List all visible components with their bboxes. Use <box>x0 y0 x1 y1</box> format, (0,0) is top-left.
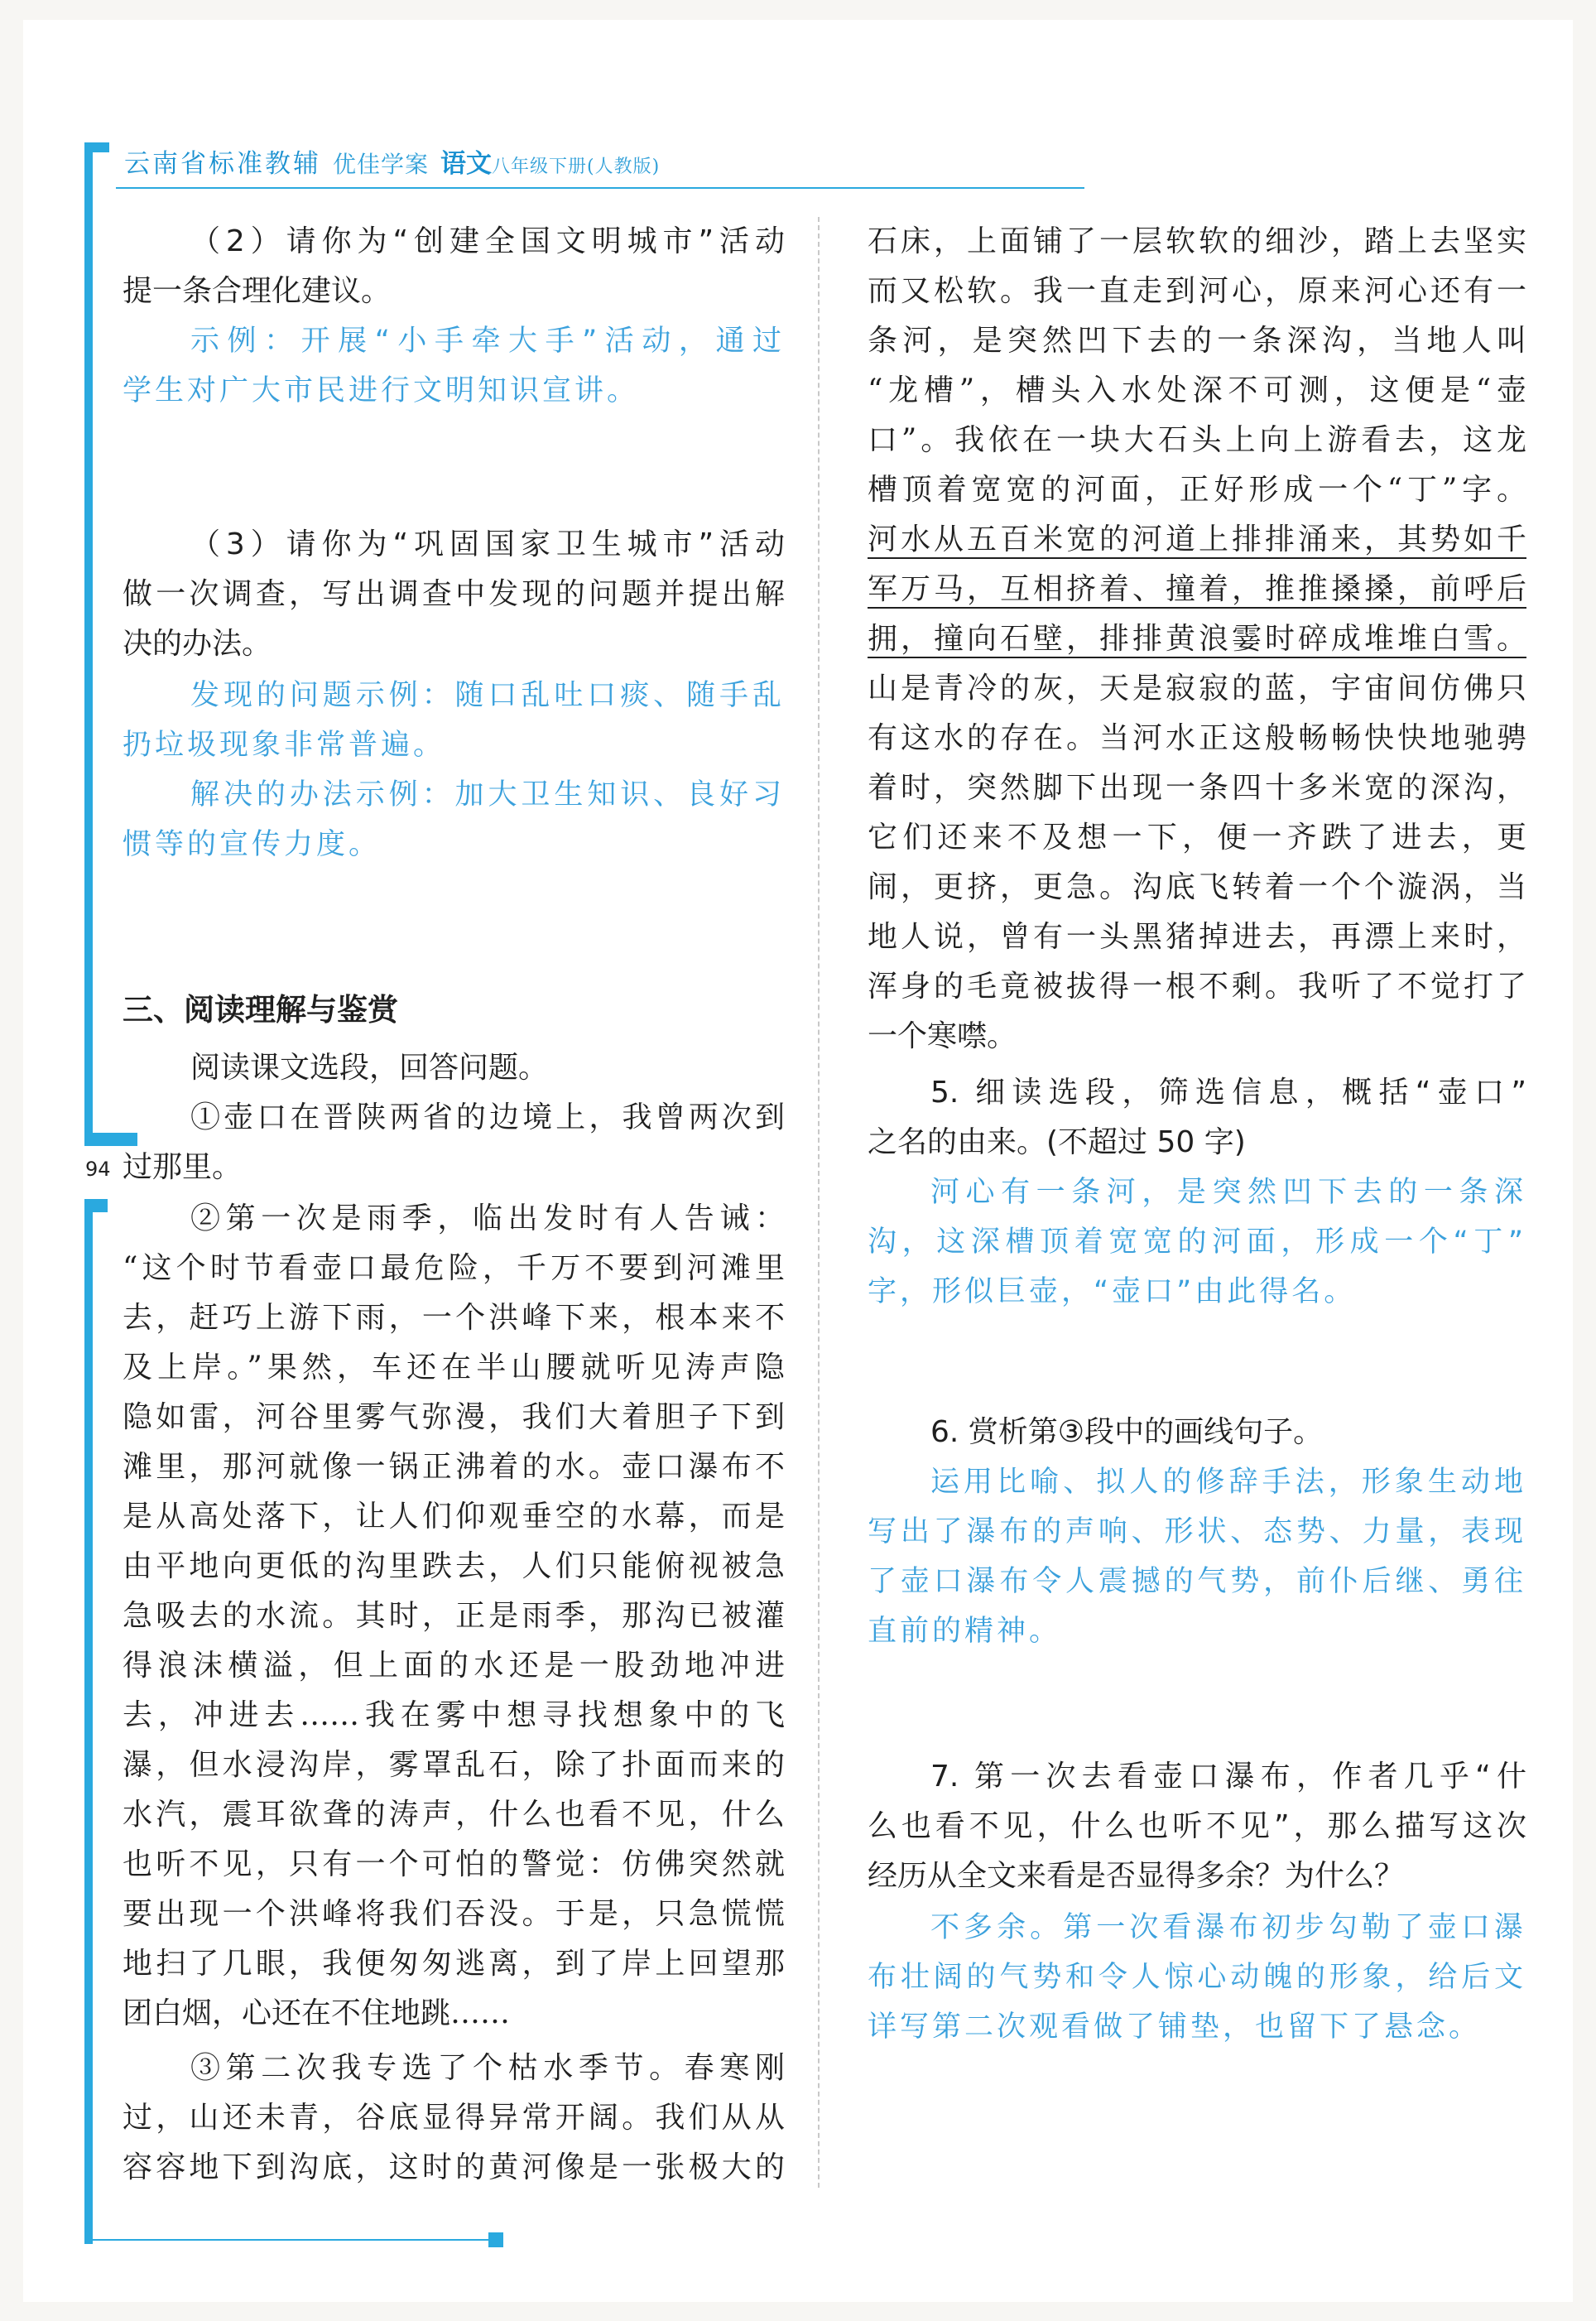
passage-line: 一个寒噤。 <box>868 1019 1017 1053</box>
passage-line: 地扫了几眼，我便匆匆逃离，到了岸上回望那 <box>123 1947 785 1981</box>
passage-line: 条河，是突然凹下去的一条深沟，当地人叫 <box>868 324 1526 358</box>
margin-bar-bottom <box>84 1201 93 2244</box>
answer-5-line: 字，形似巨壶，“壶口”由此得名。 <box>868 1275 1357 1308</box>
answer-5-line: 沟，这深槽顶着宽宽的河面，形成一个“丁” <box>868 1226 1526 1259</box>
passage-line: ①壶口在晋陕两省的边境上，我曾两次到 <box>190 1100 785 1134</box>
passage-line: “这个时节看壶口最危险，千万不要到河滩里 <box>123 1251 785 1285</box>
question-7-line: 7. 第一次去看壶口瀑布，作者几乎“什 <box>930 1760 1526 1794</box>
passage-line: 隐如雷，河谷里雾气弥漫，我们大着胆子下到 <box>123 1400 785 1434</box>
passage-line: 去，冲进去……我在雾中想寻找想象中的飞 <box>123 1698 785 1732</box>
header <box>124 142 660 180</box>
question-3-line: 决的办法。 <box>123 627 272 661</box>
passage-line: 山是青冷的灰，天是寂寂的蓝，宇宙间仿佛只 <box>868 672 1526 705</box>
answer-7 <box>868 1903 1526 2052</box>
question-5 <box>868 1068 1526 1168</box>
passage-line: 去，赶巧上游下雨，一个洪峰下来，根本来不 <box>123 1301 785 1335</box>
answer-3-line: 发现的问题示例：随口乱吐口痰、随手乱 <box>190 679 785 712</box>
passage-line: 过，山还未青，谷底显得异常开阔。我们从从 <box>123 2101 785 2135</box>
header-rule <box>116 187 1084 189</box>
answer-6-line: 运用比喻、拟人的修辞手法，形象生动地 <box>930 1466 1526 1499</box>
question-7-line: 经历从全文来看是否显得多余？为什么？ <box>868 1859 1405 1893</box>
passage-paragraph-3-cont <box>868 217 1526 1062</box>
passage-line: ②第一次是雨季，临出发时有人告诫： <box>190 1201 785 1235</box>
answer-3-line: 解决的办法示例：加大卫生知识、良好习 <box>190 778 785 811</box>
question-2-line: （2）请你为“创建全国文明城市”活动 <box>190 224 785 258</box>
passage-paragraph-1 <box>123 1093 785 1192</box>
answer-3-line: 扔垃圾现象非常普遍。 <box>123 729 446 762</box>
passage-line: 由平地向更低的沟里跌去，人们只能俯视被急 <box>123 1549 785 1583</box>
passage-line: 急吸去的水流。其时，正是雨季，那沟已被灌 <box>123 1599 785 1633</box>
passage-line: 水汽，震耳欲聋的涛声，什么也看不见，什么 <box>123 1798 785 1832</box>
question-3-line: （3）请你为“巩固国家卫生城市”活动 <box>190 527 785 561</box>
column-divider <box>818 217 820 2188</box>
underlined-sentence-line: 河水从五百米宽的河道上排排涌来，其势如千 <box>868 522 1526 556</box>
passage-line: 它们还来不及想一下，便一齐跌了进去，更 <box>868 821 1526 855</box>
answer-6 <box>868 1457 1526 1656</box>
passage-line: 团白烟，心还在不住地跳…… <box>123 1996 511 2030</box>
question-3 <box>123 520 785 669</box>
passage-line: 地人说，曾有一头黑猪掉进去，再漂上来时， <box>868 920 1526 954</box>
header-subject: 语文 <box>440 149 493 179</box>
question-6 <box>868 1408 1526 1457</box>
passage-line: 是从高处落下，让人们仰观垂空的水幕，而是 <box>123 1500 785 1534</box>
passage-line: 及上岸。”果然，车还在半山腰就听见涛声隐 <box>123 1351 785 1384</box>
passage-line: 着时，突然脚下出现一条四十多米宽的深沟， <box>868 771 1526 805</box>
answer-3-solution <box>123 770 785 869</box>
passage-line: 也听不见，只有一个可怕的警觉：仿佛突然就 <box>123 1847 785 1881</box>
question-5-line: 之名的由来。(不超过 50 字) <box>868 1125 1246 1159</box>
section-heading: 三、阅读理解与鉴赏 <box>123 992 398 1028</box>
passage-line: 闹，更挤，更急。沟底飞转着一个个漩涡，当 <box>868 870 1526 904</box>
answer-2-line: 学生对广大市民进行文明知识宣讲。 <box>123 374 640 407</box>
answer-3-problem <box>123 671 785 770</box>
question-3-line: 做一次调查，写出调查中发现的问题并提出解 <box>123 577 785 611</box>
header-grade: 八年级下册(人教版) <box>492 156 661 177</box>
reading-intro <box>123 1043 785 1093</box>
answer-6-line: 了壶口瀑布令人震撼的气势，前仆后继、勇往 <box>868 1565 1526 1598</box>
passage-line: 过那里。 <box>123 1150 243 1184</box>
answer-6-line: 写出了瀑布的声响、形状、态势、力量，表现 <box>868 1515 1526 1548</box>
passage-line: 浑身的毛竟被拔得一根不剩。我听了不觉打了 <box>868 970 1526 1004</box>
margin-bar-notch-bottom <box>84 1199 108 1212</box>
answer-7-line: 不多余。第一次看瀑布初步勾勒了壶口瀑 <box>930 1911 1526 1944</box>
answer-7-line: 详写第二次观看做了铺垫，也留下了悬念。 <box>868 2010 1482 2044</box>
question-2 <box>123 217 785 316</box>
passage-line: 滩里，那河就像一锅正沸着的水。壶口瀑布不 <box>123 1450 785 1484</box>
answer-2 <box>123 316 785 416</box>
answer-5-line: 河心有一条河，是突然凹下去的一条深 <box>930 1176 1526 1209</box>
passage-line: 要出现一个洪峰将我们吞没。于是，只急慌慌 <box>123 1897 785 1931</box>
passage-line: 口”。我依在一块大石头上向上游看去，这龙 <box>868 423 1526 457</box>
passage-line: “龙槽”，槽头入水处深不可测，这便是“壶 <box>868 373 1526 407</box>
passage-line: 瀑，但水浸沟岸，雾罩乱石，除了扑面而来的 <box>123 1748 785 1782</box>
underlined-sentence-line: 军万马，互相挤着、撞着，推推搡搡，前呼后 <box>868 572 1526 606</box>
question-2-line: 提一条合理化建议。 <box>123 274 392 308</box>
passage-line: 槽顶着宽宽的河面，正好形成一个“丁”字。 <box>868 473 1526 507</box>
reading-intro-line: 阅读课文选段，回答问题。 <box>190 1051 549 1085</box>
margin-bar-cap-top <box>84 142 109 152</box>
passage-line: 而又松软。我一直走到河心，原来河心还有一 <box>868 274 1526 308</box>
passage-line: 容容地下到沟底，这时的黄河像是一张极大的 <box>123 2150 785 2184</box>
header-book: 优佳学案 <box>333 151 430 178</box>
answer-5 <box>868 1168 1526 1317</box>
question-5-line: 5. 细读选段，筛选信息，概括“壶口” <box>930 1076 1526 1110</box>
margin-bar-foot <box>84 2239 498 2241</box>
page-number: 94 <box>85 1158 111 1181</box>
passage-paragraph-2 <box>123 1194 785 2039</box>
passage-line: 得浪沫横溢，但上面的水还是一股劲地冲进 <box>123 1649 785 1683</box>
passage-line: 有这水的存在。当河水正这般畅畅快快地驰骋 <box>868 721 1526 755</box>
answer-3-line: 惯等的宣传力度。 <box>123 828 382 861</box>
answer-6-line: 直前的精神。 <box>868 1615 1062 1648</box>
question-7-line: 么也看不见，什么也听不见”，那么描写这次 <box>868 1809 1526 1843</box>
passage-paragraph-3-start <box>123 2044 785 2193</box>
margin-bar-foot-square <box>488 2232 503 2247</box>
passage-line: ③第二次我专选了个枯水季节。春寒刚 <box>190 2051 785 2085</box>
answer-2-line: 示例：开展“小手牵大手”活动，通过 <box>190 325 785 358</box>
margin-bar-top <box>84 146 93 1139</box>
question-7 <box>868 1752 1526 1901</box>
header-series: 云南省标准教辅 <box>124 149 321 179</box>
answer-7-line: 布壮阔的气势和令人惊心动魄的形象，给后文 <box>868 1961 1526 1994</box>
question-6-line: 6. 赏析第③段中的画线句子。 <box>930 1415 1324 1449</box>
underlined-sentence-line: 拥，撞向石壁，排排黄浪霎时碎成堆堆白雪。 <box>868 622 1526 656</box>
passage-line: 石床，上面铺了一层软软的细沙，踏上去坚实 <box>868 224 1526 258</box>
